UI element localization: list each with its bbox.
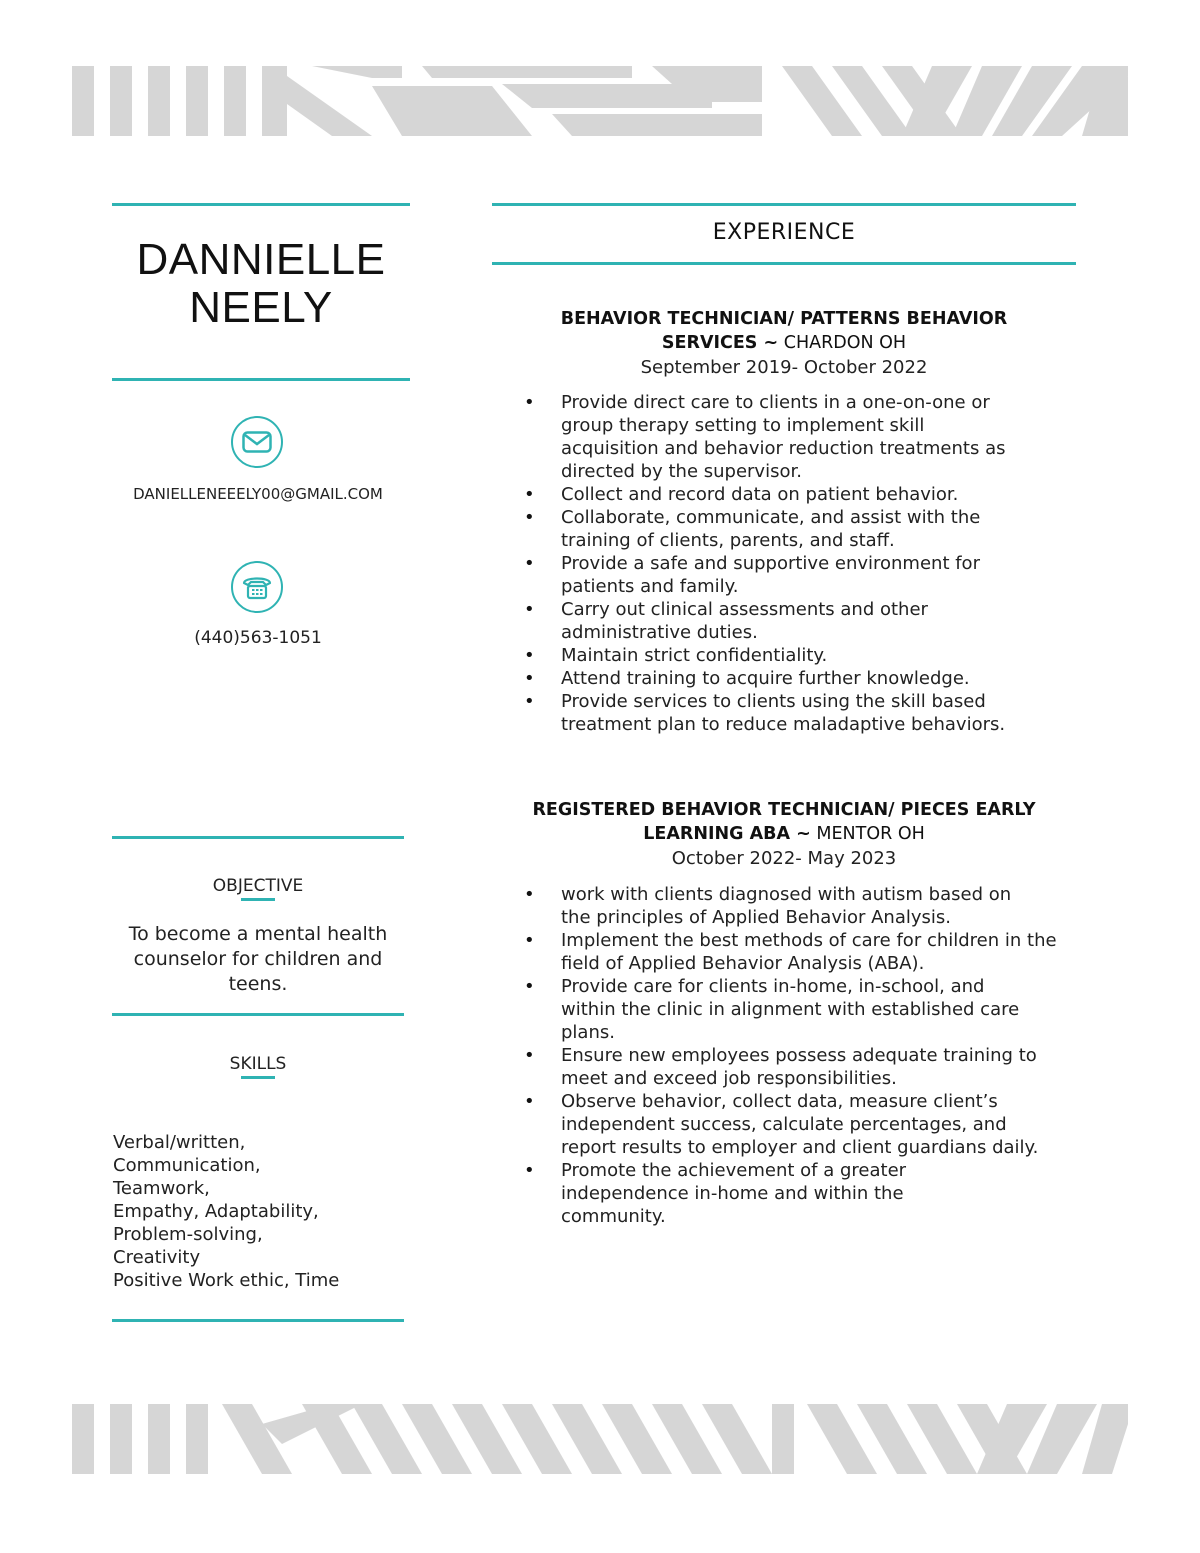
job-bullet: • Carry out clinical assessments and other administrative duties.	[520, 598, 1060, 644]
objective-top-rule	[112, 836, 404, 839]
experience-bottom-rule	[492, 262, 1076, 265]
job-title: BEHAVIOR TECHNICIAN/ PATTERNS BEHAVIOR SERVICES ~	[560, 309, 1008, 353]
skills-heading	[112, 1054, 404, 1079]
job-bullet-list	[520, 883, 1060, 1228]
candidate-name	[112, 236, 410, 332]
objective-heading-text: OBJECTIVE	[212, 876, 304, 896]
job-bullet: • Provide care for clients in-home, in-school, and within the clinic in alignment with established care plans.	[520, 975, 1060, 1044]
job-location: CHARDON OH	[783, 333, 907, 353]
job-header	[492, 307, 1076, 381]
first-name: DANNIELLE	[136, 235, 386, 284]
job-bullet: • Ensure new employees possess adequate training to meet and exceed job responsibilities.	[520, 1044, 1060, 1090]
telephone-icon	[231, 561, 283, 613]
objective-heading	[112, 876, 404, 901]
job-bullet: • Collaborate, communicate, and assist with the training of clients, parents, and staff.	[520, 506, 1060, 552]
experience-top-rule	[492, 203, 1076, 206]
skill-line: Creativity	[113, 1247, 201, 1268]
job-bullet: • Observe behavior, collect data, measure client’s independent success, calculate percentages, and report results to employer and client guardians daily.	[520, 1090, 1060, 1159]
skills-heading-underline	[241, 1076, 275, 1079]
skill-line: Communication,	[113, 1155, 261, 1176]
skills-list	[113, 1131, 413, 1292]
last-name: NEELY	[189, 283, 333, 332]
phone-number[interactable]: (440)563-1051	[194, 628, 322, 648]
experience-heading: EXPERIENCE	[712, 220, 856, 245]
job-bullet-list	[520, 391, 1060, 736]
job-bullet: • Provide services to clients using the skill based treatment plan to reduce maladaptive behaviors.	[520, 690, 1060, 736]
left-top-rule	[112, 203, 410, 206]
skill-line: Problem-solving,	[113, 1224, 263, 1245]
job-header	[492, 798, 1076, 872]
job-bullet: • Provide a safe and supportive environment for patients and family.	[520, 552, 1060, 598]
job-title: REGISTERED BEHAVIOR TECHNICIAN/ PIECES EARLY LEARNING ABA ~	[532, 800, 1036, 844]
objective-text: To become a mental health counselor for children and teens.	[128, 923, 388, 995]
envelope-icon	[231, 416, 283, 468]
job-bullet: • Promote the achievement of a greater independence in-home and within the community.	[520, 1159, 1060, 1228]
job-dates: September 2019- October 2022	[640, 357, 928, 378]
job-dates: October 2022- May 2023	[671, 848, 897, 869]
job-location: MENTOR OH	[816, 824, 925, 844]
skill-line: Verbal/written,	[113, 1132, 246, 1153]
email-address[interactable]: DANIELLENEEELY00@GMAIL.COM	[133, 485, 383, 503]
job-bullet: • work with clients diagnosed with autism based on the principles of Applied Behavior Analysis.	[520, 883, 1060, 929]
skills-heading-text: SKILLS	[229, 1054, 287, 1074]
left-bottom-rule	[112, 1319, 404, 1322]
decorative-footer-band	[72, 1404, 1128, 1474]
skills-top-rule	[112, 1013, 404, 1016]
skill-line: Empathy, Adaptability,	[113, 1201, 319, 1222]
name-bottom-rule	[112, 378, 410, 381]
job-bullet: • Provide direct care to clients in a one-on-one or group therapy setting to implement skill acquisition and behavior reduction treatments as directed by the supervisor.	[520, 391, 1060, 483]
job-bullet: • Implement the best methods of care for children in the field of Applied Behavior Analysis (ABA).	[520, 929, 1060, 975]
objective-heading-underline	[241, 898, 275, 901]
job-bullet: • Maintain strict confidentiality.	[520, 644, 1060, 667]
job-bullet: • Attend training to acquire further knowledge.	[520, 667, 1060, 690]
skill-line: Positive Work ethic, Time	[113, 1270, 340, 1291]
decorative-header-band	[72, 66, 1128, 136]
job-bullet: • Collect and record data on patient behavior.	[520, 483, 1060, 506]
skill-line: Teamwork,	[113, 1178, 210, 1199]
